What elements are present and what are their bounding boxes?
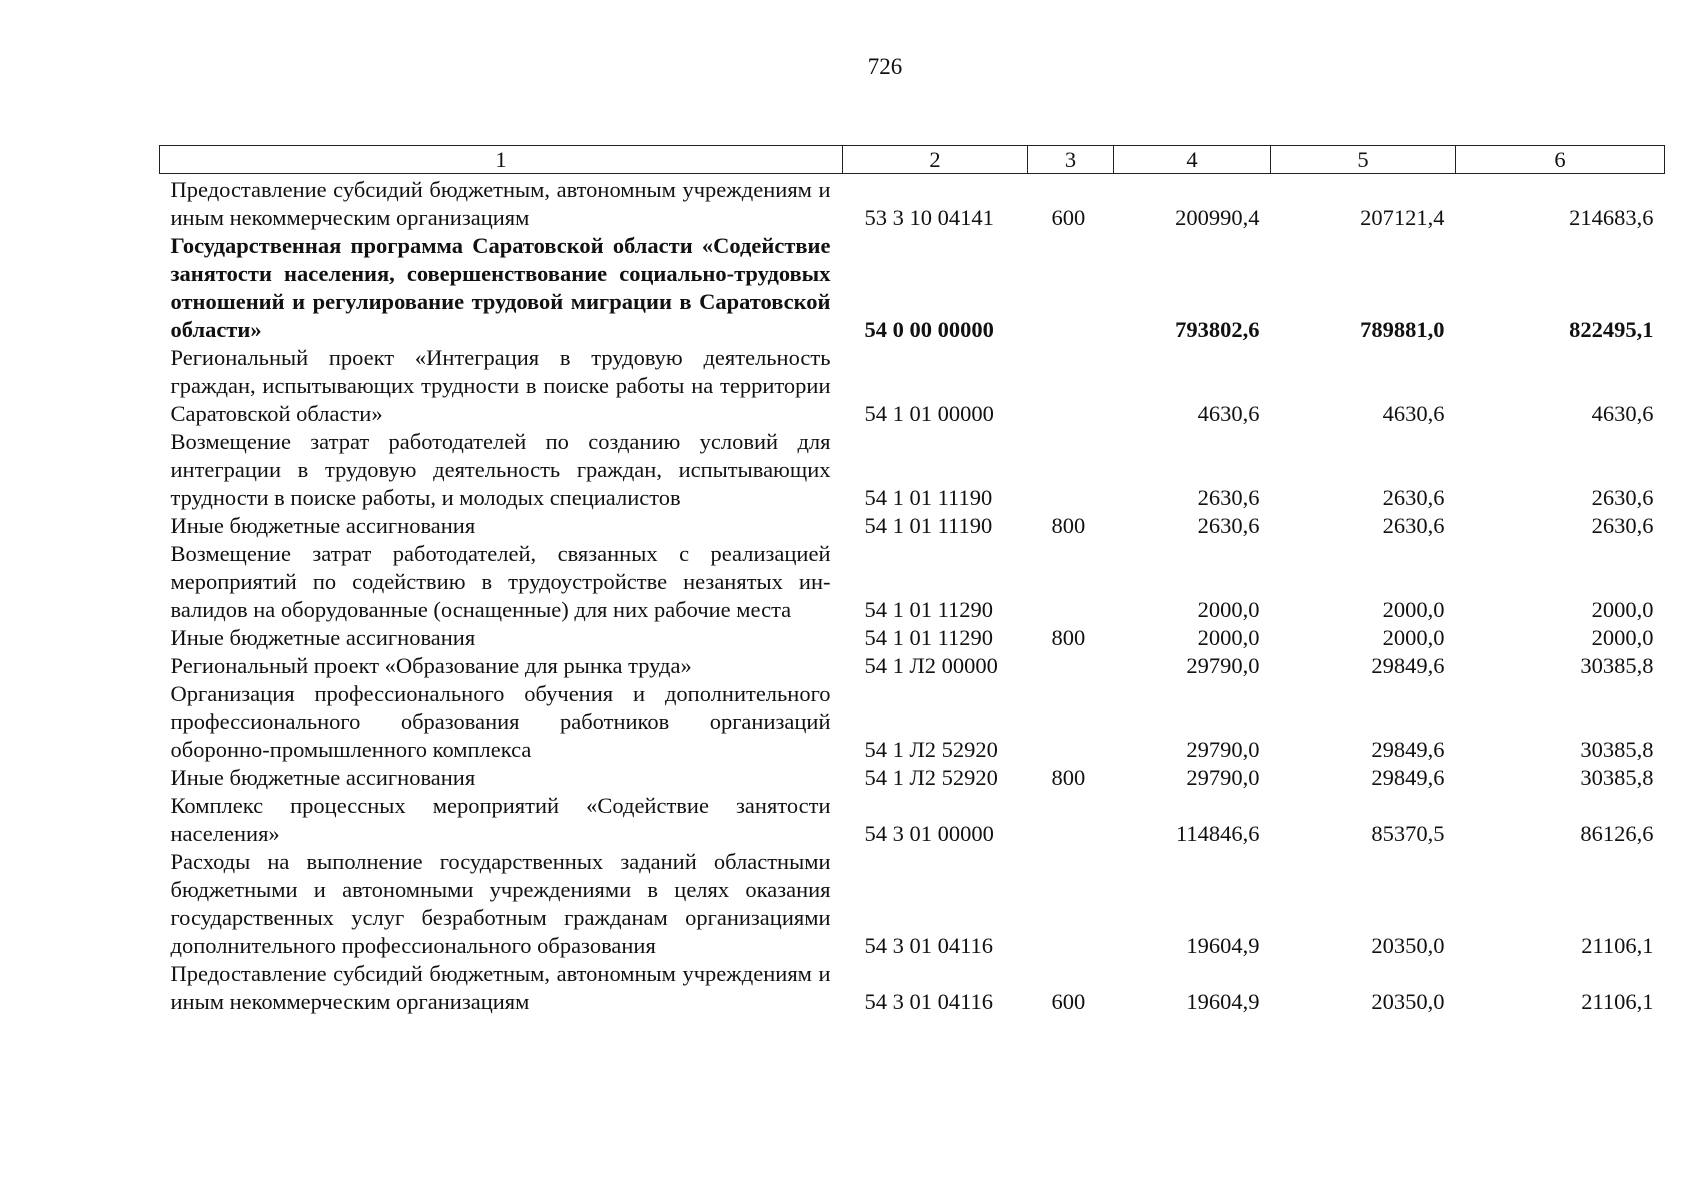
row-code-cell: 54 1 Л2 52920 xyxy=(864,737,998,762)
row-value-2024-cell: 30385,8 xyxy=(1580,653,1654,678)
row-value-2024-cell: 21106,1 xyxy=(1581,933,1654,958)
row-value-2023-cell: 20350,0 xyxy=(1371,989,1445,1014)
table-row xyxy=(160,652,1665,680)
row-value-2023-cell: 2630,6 xyxy=(1382,485,1445,510)
row-code-cell: 54 1 01 11190 xyxy=(864,485,993,510)
column-header: 3 xyxy=(1028,146,1114,174)
row-name-cell: Возмещение затрат работодателей, связанных с реализацией мероприятий по содействию в трудоустройстве незанятых инвалидов на оборудованные (оснащенные) для них рабочие места xyxy=(170,541,831,622)
row-name-cell: Предоставление субсидий бюджетным, автономным учреждениям и иным некоммерческим организациям xyxy=(170,961,831,1014)
page-number: 726 xyxy=(867,54,903,79)
row-name-cell: Возмещение затрат работодателей по созданию условий для интеграции в трудовую деятельность граждан, испытывающих трудности в поиске работы, и молодых специалистов xyxy=(170,429,831,510)
row-code-cell: 54 3 01 04116 xyxy=(864,933,994,958)
row-value-2023-cell: 207121,4 xyxy=(1360,205,1445,230)
column-header: 4 xyxy=(1114,146,1271,174)
row-name-cell: Иные бюджетные ассигнования xyxy=(170,765,476,790)
row-name-cell: Региональный проект «Интеграция в трудовую деятельность граждан, испытывающих трудности в поиске работы на территории Саратовской области» xyxy=(170,345,831,426)
row-value-2023-cell: 2000,0 xyxy=(1382,597,1445,622)
row-value-2024-cell: 822495,1 xyxy=(1569,317,1654,342)
row-code-cell: 54 3 01 04116 xyxy=(864,989,994,1014)
row-name-cell: Иные бюджетные ассигнования xyxy=(170,513,476,538)
row-expense-type-cell xyxy=(1028,232,1114,344)
row-name-cell: Иные бюджетные ассигнования xyxy=(170,625,476,650)
row-expense-type-cell xyxy=(1028,848,1114,960)
row-value-2022-cell: 2630,6 xyxy=(1197,485,1260,510)
table-row xyxy=(160,960,1665,1016)
row-expense-type-cell xyxy=(1028,792,1114,848)
table-row xyxy=(160,428,1665,512)
row-value-2024-cell: 4630,6 xyxy=(1591,401,1654,426)
row-code-cell: 54 1 Л2 52920 xyxy=(864,765,998,790)
row-value-2023-cell: 85370,5 xyxy=(1371,821,1445,846)
row-expense-type-cell xyxy=(1028,680,1114,764)
row-code-cell: 54 1 01 00000 xyxy=(864,401,994,426)
row-expense-type-cell: 600 xyxy=(1051,989,1086,1014)
row-code-cell: 54 1 01 11290 xyxy=(864,625,994,650)
row-expense-type-cell: 800 xyxy=(1051,513,1086,538)
row-value-2022-cell: 114846,6 xyxy=(1175,821,1260,846)
row-expense-type-cell: 600 xyxy=(1051,205,1086,230)
table-body xyxy=(160,174,1665,1017)
row-value-2022-cell: 200990,4 xyxy=(1175,205,1260,230)
row-name-cell: Региональный проект «Образование для рынка труда» xyxy=(170,653,692,678)
row-expense-type-cell: 800 xyxy=(1051,625,1086,650)
row-value-2024-cell: 30385,8 xyxy=(1580,765,1654,790)
row-value-2023-cell: 29849,6 xyxy=(1371,765,1445,790)
column-header: 5 xyxy=(1271,146,1456,174)
column-header: 1 xyxy=(160,146,843,174)
row-value-2023-cell: 29849,6 xyxy=(1371,737,1445,762)
row-name-cell: Государственная программа Саратовской области «Содействие занятости населения, совершенствование социально-трудовых отношений и регулирование трудовой миграции в Саратовской области» xyxy=(170,233,831,342)
row-name-cell: Предоставление субсидий бюджетным, автономным учреждениям и иным некоммерческим организациям xyxy=(170,177,831,230)
row-name-cell: Комплекс процессных мероприятий «Содействие занятости населения» xyxy=(170,793,831,846)
row-value-2022-cell: 2000,0 xyxy=(1197,625,1260,650)
row-value-2024-cell: 214683,6 xyxy=(1569,205,1654,230)
table-row xyxy=(160,764,1665,792)
table-row xyxy=(160,848,1665,960)
row-value-2022-cell: 2630,6 xyxy=(1197,513,1260,538)
row-code-cell: 54 1 Л2 00000 xyxy=(864,653,998,678)
table-row xyxy=(160,680,1665,764)
row-name-cell: Расходы на выполнение государственных заданий областными бюджетными и автономными учреждениями в целях оказания государственных услуг безработным гражданам организациями дополнительного профессионального образования xyxy=(170,849,831,958)
row-value-2024-cell: 2630,6 xyxy=(1591,513,1654,538)
row-code-cell: 54 1 01 11190 xyxy=(864,513,993,538)
row-value-2023-cell: 2630,6 xyxy=(1382,513,1445,538)
row-value-2022-cell: 29790,0 xyxy=(1186,653,1260,678)
row-code-cell: 53 3 10 04141 xyxy=(864,205,994,230)
table-header-row xyxy=(160,146,1665,174)
table-row xyxy=(160,232,1665,344)
row-value-2024-cell: 2630,6 xyxy=(1591,485,1654,510)
row-value-2024-cell: 30385,8 xyxy=(1580,737,1654,762)
table-row xyxy=(160,512,1665,540)
table-row xyxy=(160,174,1665,233)
row-value-2024-cell: 21106,1 xyxy=(1581,989,1654,1014)
budget-table xyxy=(159,145,1665,1016)
row-value-2023-cell: 29849,6 xyxy=(1371,653,1445,678)
row-value-2022-cell: 29790,0 xyxy=(1186,737,1260,762)
row-value-2024-cell: 2000,0 xyxy=(1591,597,1654,622)
row-expense-type-cell xyxy=(1028,428,1114,512)
row-value-2024-cell: 2000,0 xyxy=(1591,625,1654,650)
row-value-2022-cell: 19604,9 xyxy=(1186,933,1260,958)
row-value-2022-cell: 793802,6 xyxy=(1175,317,1260,342)
row-value-2023-cell: 4630,6 xyxy=(1382,401,1445,426)
row-value-2023-cell: 789881,0 xyxy=(1360,317,1445,342)
row-code-cell: 54 0 00 00000 xyxy=(864,317,994,342)
column-header: 6 xyxy=(1456,146,1665,174)
table-row xyxy=(160,540,1665,624)
row-expense-type-cell: 800 xyxy=(1051,765,1086,790)
row-value-2023-cell: 20350,0 xyxy=(1371,933,1445,958)
row-expense-type-cell xyxy=(1028,540,1114,624)
table-row xyxy=(160,624,1665,652)
row-value-2023-cell: 2000,0 xyxy=(1382,625,1445,650)
row-value-2022-cell: 2000,0 xyxy=(1197,597,1260,622)
row-name-cell: Организация профессионального обучения и дополнительного профессионального образования работников организаций оборонно-промышленного комплекса xyxy=(170,681,831,762)
row-value-2022-cell: 29790,0 xyxy=(1186,765,1260,790)
row-value-2022-cell: 19604,9 xyxy=(1186,989,1260,1014)
column-header: 2 xyxy=(843,146,1028,174)
table-row xyxy=(160,792,1665,848)
table-row xyxy=(160,344,1665,428)
row-code-cell: 54 3 01 00000 xyxy=(864,821,994,846)
row-expense-type-cell xyxy=(1028,344,1114,428)
row-value-2024-cell: 86126,6 xyxy=(1580,821,1654,846)
row-expense-type-cell xyxy=(1028,652,1114,680)
row-code-cell: 54 1 01 11290 xyxy=(864,597,994,622)
row-value-2022-cell: 4630,6 xyxy=(1197,401,1260,426)
